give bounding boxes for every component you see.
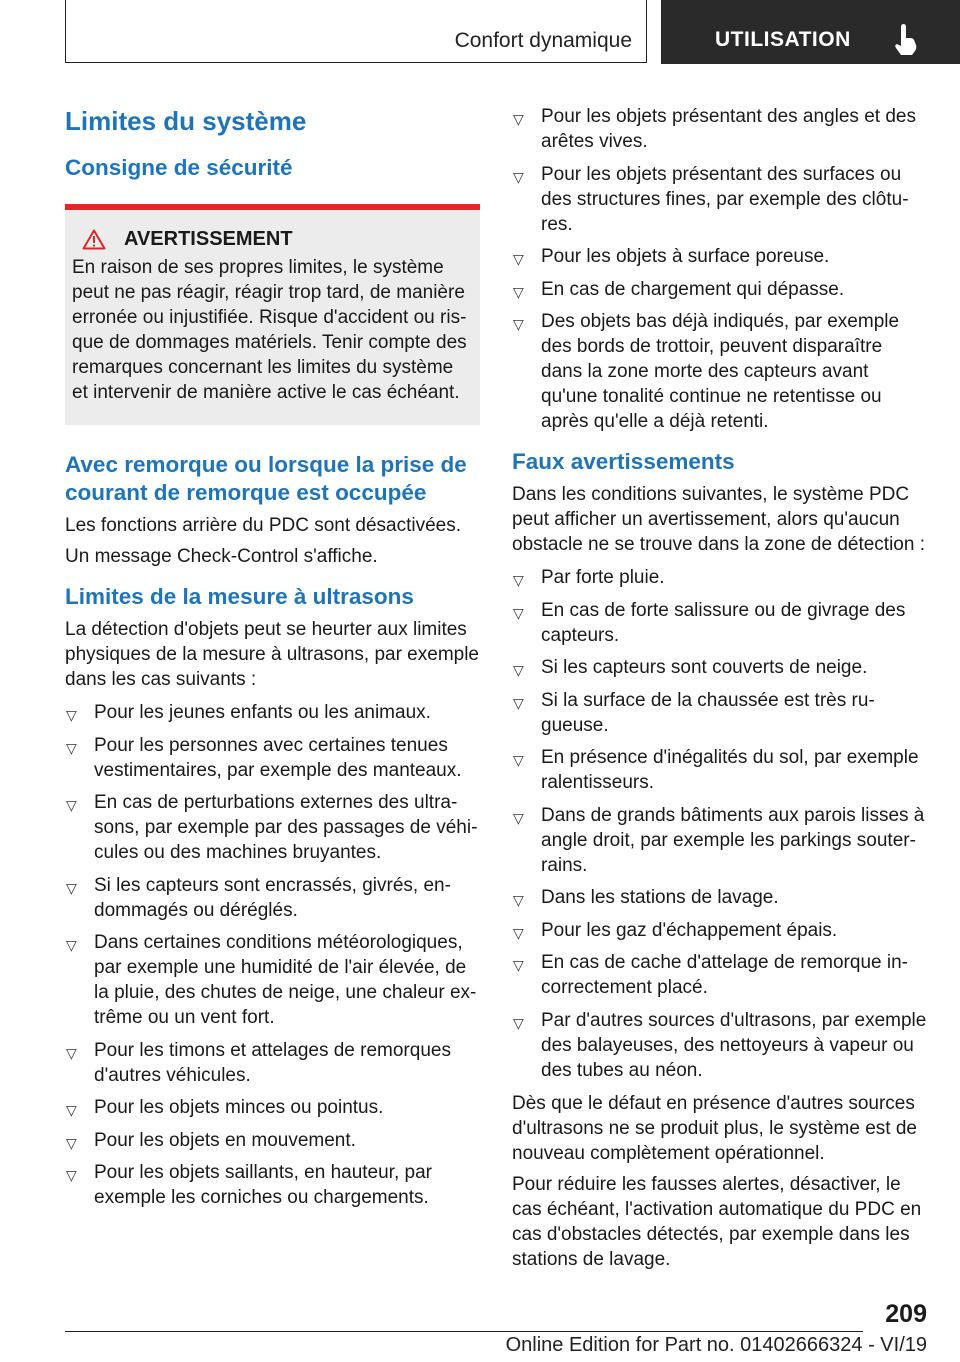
list-item: ▽ Si la surface de la chaussée est très rugueuse. (513, 689, 875, 736)
triangle-bullet-icon: ▽ (513, 316, 524, 332)
triangle-bullet-icon: ▽ (66, 1044, 77, 1061)
triangle-bullet-icon: ▽ (513, 111, 524, 127)
list-item: ▽ Dans les stations de lavage. (512, 885, 927, 910)
edition-note: Online Edition for Part no. 01402666324 - VI/19 (505, 1334, 927, 1356)
triangle-bullet-icon: ▽ (513, 168, 524, 185)
chapter-title: UTILISATION (715, 28, 851, 51)
list-item: ▽ Pour les objets en mouvement. (65, 1128, 480, 1153)
triangle-bullet-icon: ▽ (513, 604, 524, 621)
trailer-paragraph-2: Un message Check-Control s'affiche. (65, 546, 378, 567)
list-item: ▽ Pour les gaz d'échappement épais. (512, 918, 927, 943)
triangle-bullet-icon: ▽ (513, 924, 524, 941)
list-item: ▽ Pour les jeunes enfants ou les animaux. (65, 700, 480, 725)
triangle-bullet-icon: ▽ (513, 572, 524, 588)
triangle-bullet-icon: ▽ (66, 1102, 77, 1118)
ultrasonic-heading: Limites de la mesure à ultrasons (65, 584, 414, 609)
list-item: ▽ En cas de forte salissure ou de givrage des capteurs. (513, 599, 906, 646)
false-alerts-intro: Dans les conditions suivantes, le système PDC peut afficher un avertissement, alors qu'aucun obstacle ne se trouve dans la zone de détection : (512, 484, 925, 555)
triangle-bullet-icon: ▽ (513, 1014, 524, 1031)
list-item: ▽ Pour les objets minces ou pointus. (65, 1095, 480, 1120)
list-item: ▽ En cas de chargement qui dépasse. (512, 277, 927, 302)
triangle-bullet-icon: ▽ (513, 283, 524, 300)
right-column (512, 104, 927, 1278)
triangle-bullet-icon: ▽ (66, 1134, 77, 1151)
triangle-bullet-icon: ▽ (513, 662, 524, 678)
triangle-bullet-icon: ▽ (513, 892, 524, 908)
list-item: ▽ Dans de grands bâtiments aux parois lisses à angle droit, par exemple les parkings souterrains. (513, 804, 925, 876)
footer-divider (65, 1331, 863, 1332)
trailer-paragraph-1: Les fonctions arrière du PDC sont désactivées. (65, 515, 462, 536)
ultrasonic-list (65, 700, 480, 1210)
warning-label: AVERTISSEMENT (124, 228, 293, 250)
list-item: ▽ Pour les timons et attelages de remorques d'autres véhicules. (66, 1039, 451, 1086)
trailer-heading: Avec remorque ou lorsque la prise de courant de remorque est occupée (65, 452, 467, 505)
section-title: Confort dynamique (454, 29, 632, 52)
list-item: ▽ En cas de perturbations externes des ultrasons, par exemple par des passages de véhicules ou des machines bruyantes. (66, 792, 478, 863)
safety-heading: Consigne de sécurité (65, 155, 293, 180)
list-item: ▽ Pour les objets présentant des surfaces ou des structures fines, par exemple des clôtures. (513, 163, 909, 235)
triangle-bullet-icon: ▽ (66, 707, 77, 723)
section-tab (65, 0, 647, 63)
reduce-alerts-paragraph: Pour réduire les fausses alertes, désactiver, le cas échéant, l'activation automatique du PDC en cas d'obstacles détectés, par exemple dans les stations de lavage. (512, 1173, 922, 1270)
triangle-bullet-icon: ▽ (513, 809, 524, 826)
list-item: ▽ En présence d'inégalités du sol, par exemple ralentisseurs. (513, 747, 919, 793)
list-item: ▽ En cas de cache d'attelage de remorque incorrectement placé. (513, 952, 908, 998)
triangle-bullet-icon: ▽ (513, 752, 524, 768)
triangle-bullet-icon: ▽ (513, 694, 524, 711)
triangle-bullet-icon: ▽ (66, 1167, 77, 1183)
list-item: ▽ Pour les objets à surface poreuse. (512, 244, 927, 269)
section-heading-limits: Limites du système (65, 106, 307, 136)
triangle-bullet-icon: ▽ (513, 957, 524, 973)
list-item: ▽ Par d'autres sources d'ultrasons, par exemple des balayeuses, des nettoyeurs à vapeur ou des tubes au néon. (513, 1009, 927, 1081)
recovery-paragraph: Dès que le défaut en présence d'autres sources d'ultrasons ne se produit plus, le système est de nouveau complètement opérationnel. (512, 1092, 917, 1164)
triangle-bullet-icon: ▽ (66, 879, 77, 896)
hand-pointing-icon (893, 24, 919, 56)
page-number: 209 (885, 1300, 927, 1328)
page-header (65, 0, 960, 64)
warning-triangle-icon (82, 229, 106, 250)
list-item: ▽ Pour les personnes avec certaines tenues vestimentaires, par exemple des manteaux. (66, 734, 462, 781)
list-item: ▽ Pour les objets présentant des angles et des arêtes vives. (513, 106, 916, 152)
list-item: ▽ Si les capteurs sont couverts de neige. (512, 655, 927, 680)
false-alerts-heading: Faux avertissements (512, 449, 735, 474)
continued-list (512, 104, 927, 434)
triangle-bullet-icon: ▽ (66, 797, 77, 813)
list-item: ▽ Par forte pluie. (512, 565, 927, 590)
triangle-bullet-icon: ▽ (66, 937, 77, 953)
false-alerts-list (512, 565, 927, 1083)
list-item: ▽ Dans certaines conditions météorologiques, par exemple une humidité de l'air élevée, de la pluie, des chutes de neige, une chaleur extrême ou un vent fort. (66, 932, 477, 1028)
left-column (65, 100, 480, 1218)
chapter-block (661, 0, 960, 64)
warning-header (72, 228, 473, 251)
warning-text: En raison de ses propres limites, le système peut ne pas réagir, réagir trop tard, de manière erronée ou injustifiée. Risque d'accident ou risque de dommages matériels. Tenir compte des remarques concernant les limites du système et intervenir de manière active le cas échéant. (72, 257, 467, 403)
list-item: ▽ Pour les objets saillants, en hauteur, par exemple les corniches ou chargements. (66, 1162, 432, 1208)
list-item: ▽ Si les capteurs sont encrassés, givrés, endommagés ou déréglés. (66, 874, 451, 921)
triangle-bullet-icon: ▽ (66, 739, 77, 756)
triangle-bullet-icon: ▽ (513, 251, 524, 267)
warning-box (65, 204, 480, 425)
list-item: ▽ Des objets bas déjà indiqués, par exemple des bords de trottoir, peuvent disparaître dans la zone morte des capteurs avant qu'une tonalité continue ne retentisse ou après qu'elle a déjà retenti. (513, 311, 900, 432)
ultrasonic-intro: La détection d'objets peut se heurter aux limites physiques de la mesure à ultrasons, par exemple dans les cas suivants : (65, 619, 480, 690)
